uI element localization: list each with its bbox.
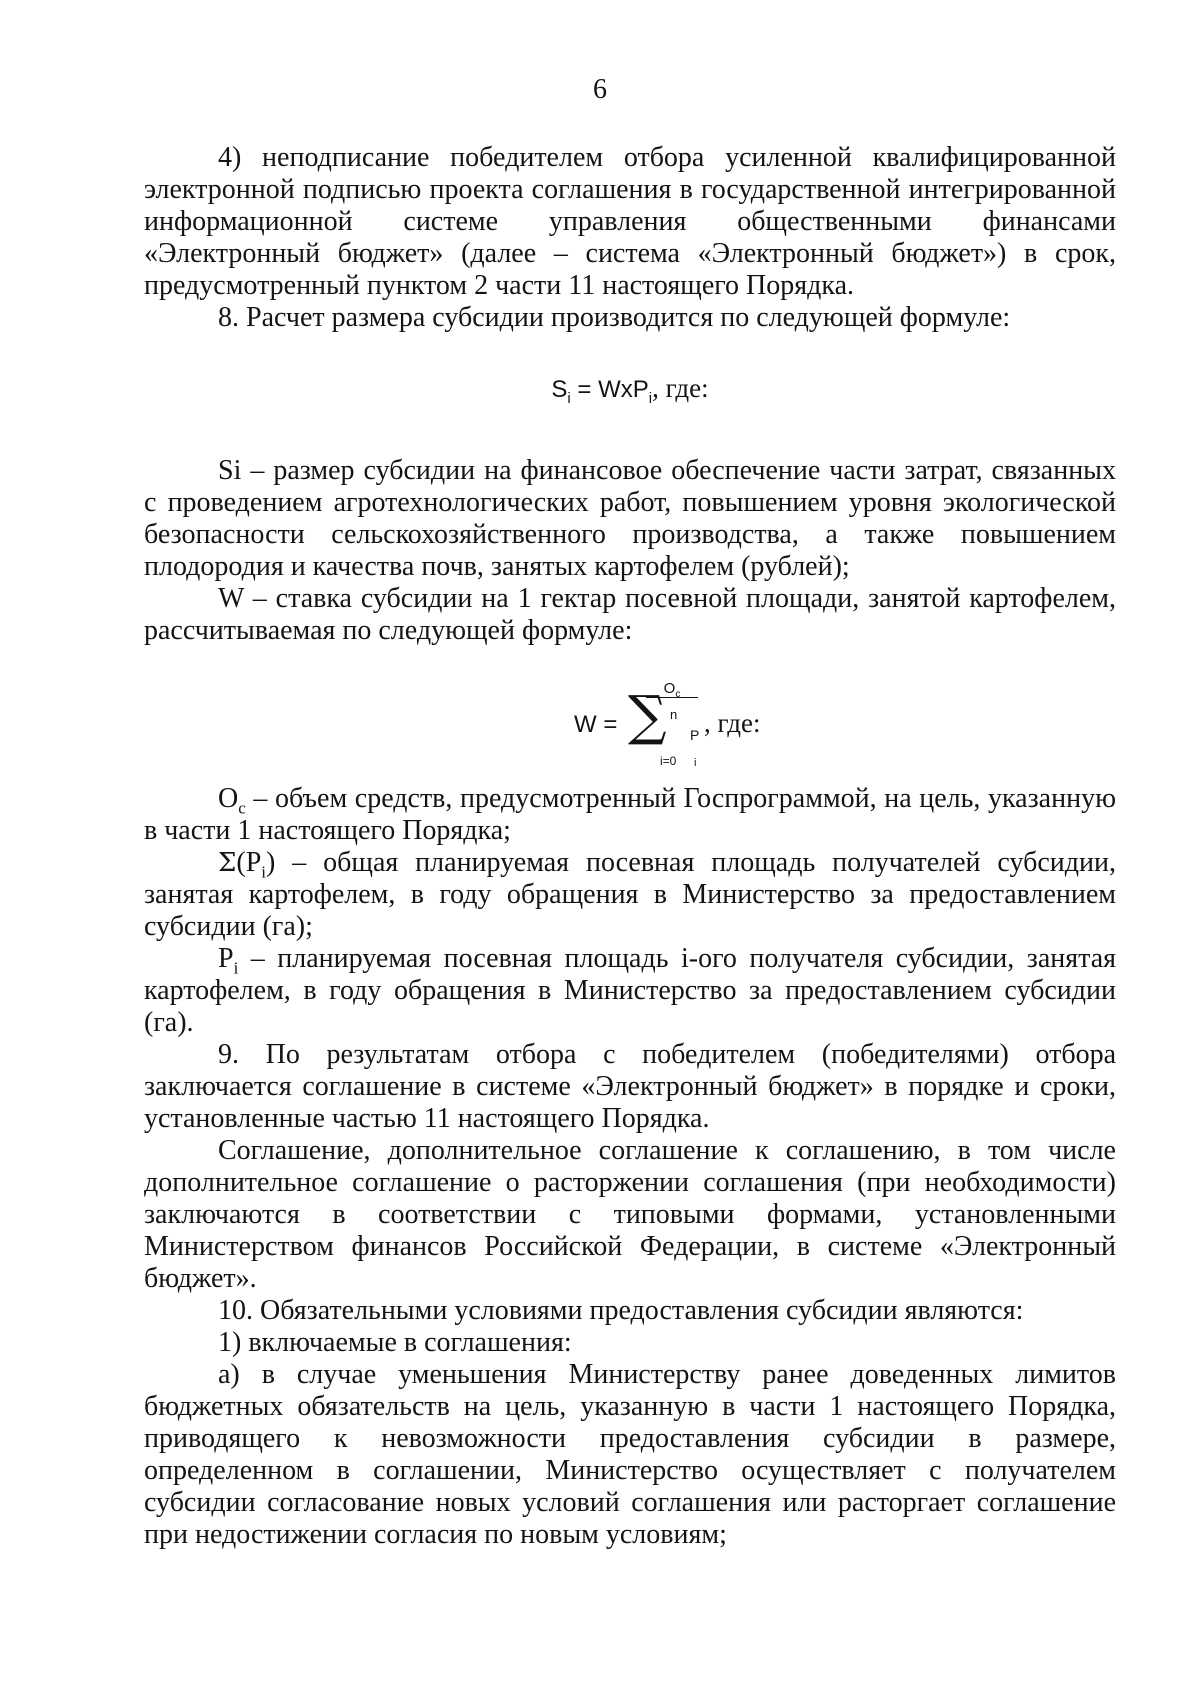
paragraph-item-1: 1) включаемые в соглашения: [218, 1326, 572, 1358]
paragraph-item-4: 4) неподписание победителем отбора усиленной квалифицированной электронной подписью проекта соглашения в государственной интегрированной информационной системе управления общественными финансами «Электронный бюджет» (далее – система «Электронный бюджет») в срок, предусмотренный пунктом 2 части 11 настоящего Порядка. [144, 142, 1116, 301]
formula1-lhs-sub: i [567, 389, 571, 407]
formula-rate [144, 659, 1116, 779]
formula1-eq: = WxP [570, 376, 649, 403]
paragraph-w-definition: W – ставка субсидии на 1 гектар посевной площади, занятой картофелем, рассчитываемая по следующей формуле: [144, 582, 1116, 646]
formula2-suffix: , где: [704, 707, 761, 738]
formula1-rhs-sub: i [648, 389, 653, 407]
paragraph-item-a: а) в случае уменьшения Министерству ранее доведенных лимитов бюджетных обязательств на цель, указанную в части 1 настоящего Порядка, приводящего к невозможности предоставления субсидии в размере, определенном в соглашении, Министерство осуществляет с получателем субсидии согласование новых условий соглашения или расторгает соглашение при недостижении согласия по новым условиям; [144, 1358, 1116, 1550]
formula2-lhs: W = [574, 710, 618, 738]
formula1-suffix: , где: [652, 373, 709, 403]
document-body [144, 142, 1116, 1551]
paragraph-si-definition: Si – размер субсидии на финансовое обеспечение части затрат, связанных с проведением агротехнологических работ, повышением уровня экологической безопасности сельскохозяйственного производства, а также повышением плодородия и качества почв, занятых картофелем (рублей); [144, 454, 1116, 582]
paragraph-sum-definition: $\Sigma(P_i)$ – общая планируемая посевная площадь получателей субсидии, занятая картофелем, в году обращения в Министерство за предоставлением субсидии (га); [144, 846, 1116, 942]
page-number: 6 [593, 74, 607, 105]
sigma-term-sub: i [694, 756, 697, 769]
paragraph-section-10: 10. Обязательными условиями предоставления субсидии являются: [218, 1294, 1024, 1326]
sum-symbol: Σ [218, 847, 237, 878]
formula2-numerator: $O_c$ [663, 679, 681, 700]
sigma-term: P [690, 726, 700, 743]
paragraph-section-9: 9. По результатам отбора с победителем (победителями) отбора заключается соглашение в системе «Электронный бюджет» в порядке и сроки, установленные частью 11 настоящего Порядка. [144, 1038, 1116, 1134]
formula1-lhs: S [551, 376, 568, 403]
sigma-lower-limit: i=0 [660, 753, 677, 768]
formula-subsidy-size [144, 372, 1116, 415]
paragraph-pi-definition: $P_i$ – планируемая посевная площадь i-ого получателя субсидии, занятая картофелем, в году обращения в Министерство за предоставлением субсидии (га). [144, 942, 1116, 1038]
paragraph-oc-definition: $O_c$ – объем средств, предусмотренный Госпрограммой, на цель, указанную в части 1 настоящего Порядка; [144, 782, 1116, 846]
paragraph-section-8: 8. Расчет размера субсидии производится по следующей формуле: [218, 302, 1011, 333]
sigma-symbol: ∑ [628, 683, 667, 747]
paragraph-agreement: Соглашение, дополнительное соглашение к соглашению, в том числе дополнительное соглашение о расторжении соглашения (при необходимости) заключаются в соответствии с типовыми формами, установленными Министерством финансов Российской Федерации, в системе «Электронный бюджет». [144, 1134, 1116, 1294]
sigma-upper-limit: n [670, 706, 678, 722]
